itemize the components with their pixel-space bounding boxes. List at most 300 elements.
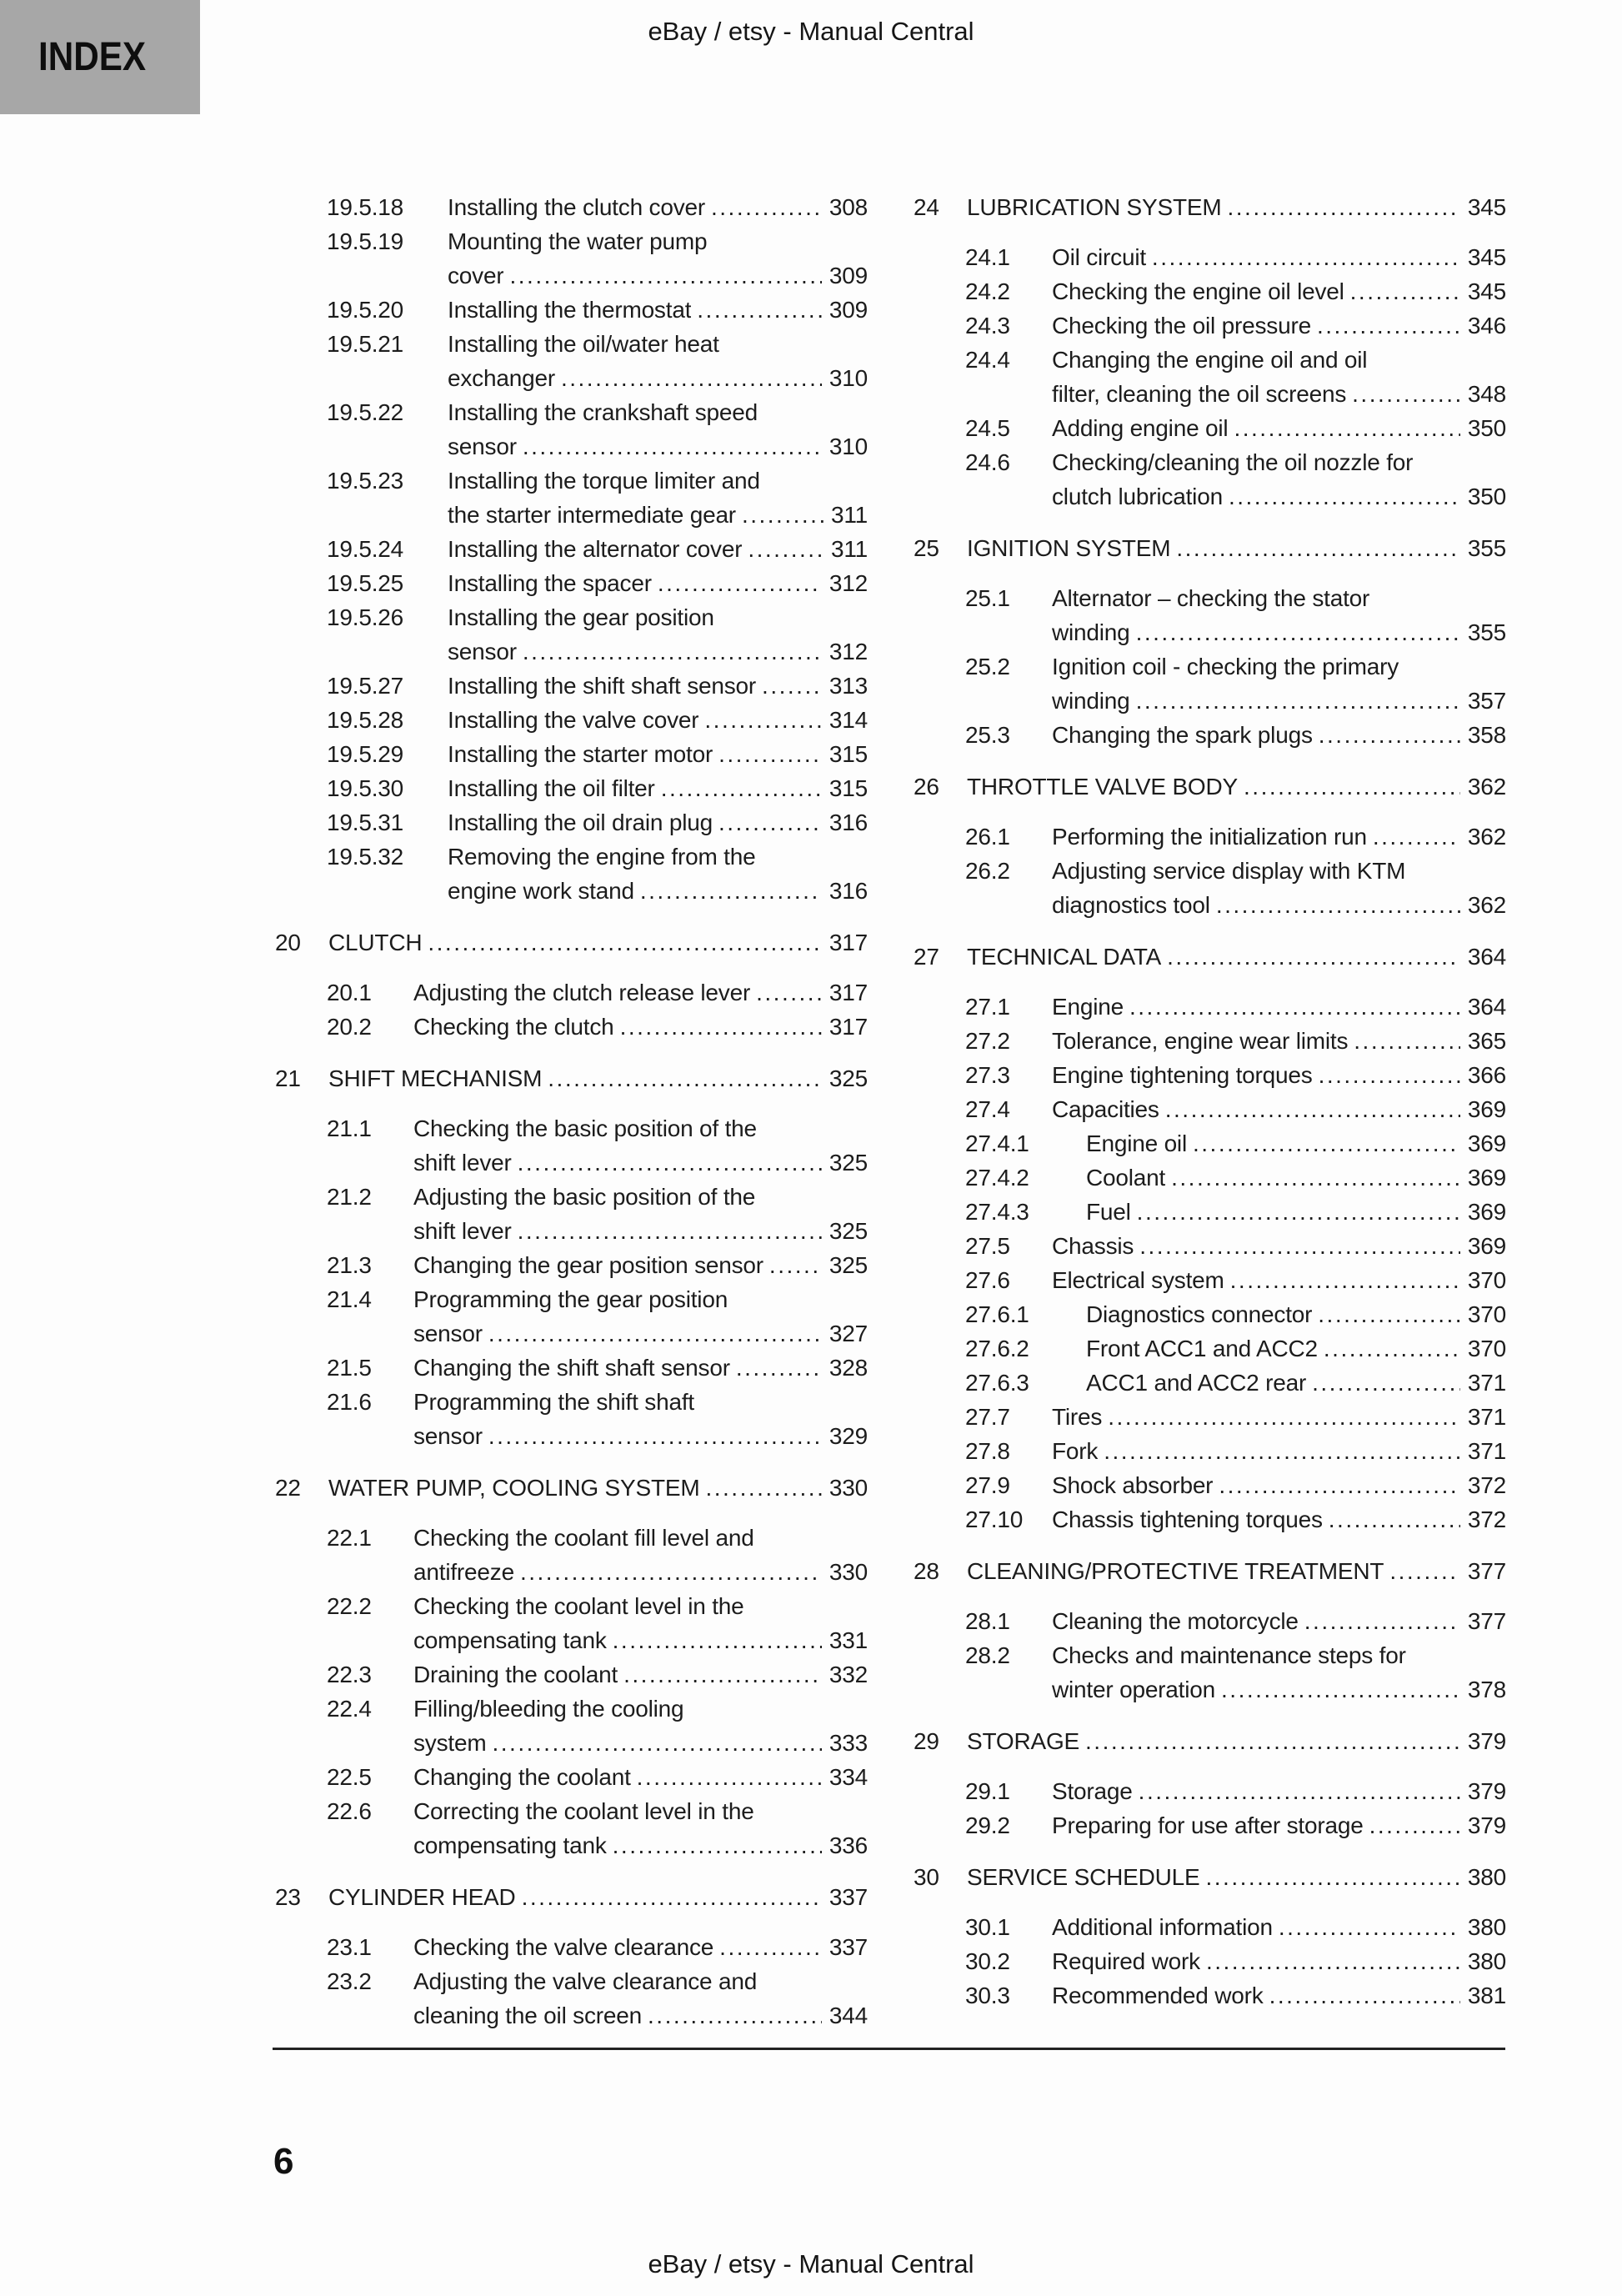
entry-page-number: 378 bbox=[1467, 1677, 1506, 1702]
entry-number: 25.3 bbox=[965, 722, 1010, 748]
entry-number: 21.1 bbox=[327, 1115, 372, 1141]
leader-dots bbox=[1129, 990, 1460, 1024]
toc-entry bbox=[275, 1521, 868, 1589]
entry-page-number: 325 bbox=[829, 1252, 868, 1278]
entry-title: Diagnostics connector bbox=[1086, 1301, 1313, 1327]
entry-number: 27.6 bbox=[965, 1267, 1010, 1293]
entry-number: 28.1 bbox=[965, 1608, 1010, 1634]
toc-column-right bbox=[914, 190, 1506, 2033]
entry-title-line: Installing the torque limiter and bbox=[448, 468, 760, 494]
entry-page-number: 371 bbox=[1467, 1438, 1506, 1464]
entry-title-line: Adjusting the basic position of the bbox=[413, 1184, 756, 1210]
entry-title: Installing the oil drain plug bbox=[448, 810, 713, 835]
entry-last-line bbox=[1052, 1944, 1506, 1978]
entry-last-line bbox=[413, 1726, 868, 1760]
entry-page-number: 344 bbox=[829, 2003, 868, 2028]
entry-last-line bbox=[328, 1471, 868, 1505]
leader-dots bbox=[522, 1880, 822, 1914]
entry-page-number: 316 bbox=[829, 810, 868, 835]
entry-title: Cleaning the motorcycle bbox=[1052, 1608, 1299, 1634]
toc-entry bbox=[914, 445, 1506, 514]
entry-number: 19.5.18 bbox=[327, 194, 404, 220]
entry-last-line bbox=[967, 531, 1506, 565]
entry-number: 27.4.3 bbox=[965, 1199, 1029, 1225]
toc-entry bbox=[914, 1161, 1506, 1195]
entry-page-number: 362 bbox=[1467, 774, 1506, 800]
entry-page-number: 312 bbox=[829, 570, 868, 596]
entry-title: cover bbox=[448, 263, 504, 288]
entry-page-number: 364 bbox=[1467, 994, 1506, 1020]
entry-last-line bbox=[1052, 684, 1506, 718]
entry-title: Installing the clutch cover bbox=[448, 194, 705, 220]
entry-page-number: 337 bbox=[829, 1884, 868, 1910]
entry-body bbox=[1086, 1161, 1506, 1195]
leader-dots bbox=[1167, 940, 1460, 974]
leader-dots bbox=[1104, 1434, 1460, 1468]
entry-page-number: 371 bbox=[1467, 1370, 1506, 1396]
entry-title: TECHNICAL DATA bbox=[967, 944, 1162, 970]
entry-last-line bbox=[1052, 1910, 1506, 1944]
leader-dots bbox=[509, 258, 821, 293]
entry-body bbox=[328, 1880, 868, 1914]
entry-title-line: Installing the crankshaft speed bbox=[448, 399, 758, 425]
entry-page-number: 364 bbox=[1467, 944, 1506, 970]
entry-last-line bbox=[1052, 1468, 1506, 1502]
entry-number: 30.1 bbox=[965, 1914, 1010, 1940]
entry-last-line bbox=[328, 1061, 868, 1095]
entry-body bbox=[1052, 308, 1506, 343]
leader-dots bbox=[1369, 1808, 1460, 1842]
leader-dots bbox=[1354, 1024, 1460, 1058]
entry-body bbox=[413, 1794, 868, 1862]
toc-entry bbox=[914, 190, 1506, 224]
entry-title: Engine bbox=[1052, 994, 1124, 1020]
entry-number: 27.2 bbox=[965, 1028, 1010, 1054]
entry-number: 19.5.29 bbox=[327, 741, 404, 767]
entry-title: Tolerance, engine wear limits bbox=[1052, 1028, 1349, 1054]
entry-last-line bbox=[1052, 1808, 1506, 1842]
leader-dots bbox=[1329, 1502, 1460, 1537]
leader-dots bbox=[1373, 820, 1460, 854]
entry-title: Changing the spark plugs bbox=[1052, 722, 1313, 748]
entry-body bbox=[413, 1760, 868, 1794]
entry-number: 26 bbox=[914, 774, 939, 800]
entry-title: Coolant bbox=[1086, 1165, 1166, 1191]
entry-last-line bbox=[328, 925, 868, 960]
entry-title: Draining the coolant bbox=[413, 1662, 618, 1687]
leader-dots bbox=[640, 874, 822, 908]
entry-number: 20 bbox=[275, 930, 301, 955]
entry-last-line bbox=[1086, 1161, 1506, 1195]
entry-title-line: Checking the coolant level in the bbox=[413, 1593, 744, 1619]
entry-title: shift lever bbox=[413, 1218, 512, 1244]
entry-last-line bbox=[1052, 240, 1506, 274]
entry-title: STORAGE bbox=[967, 1728, 1080, 1754]
toc-entry bbox=[275, 1794, 868, 1862]
entry-body bbox=[1052, 1774, 1506, 1808]
entry-number: 22.3 bbox=[327, 1662, 372, 1687]
entry-number: 25 bbox=[914, 535, 939, 561]
toc-entry bbox=[275, 1111, 868, 1180]
entry-last-line bbox=[413, 1145, 868, 1180]
entry-last-line bbox=[1052, 1774, 1506, 1808]
toc-entry bbox=[914, 990, 1506, 1024]
entry-page-number: 336 bbox=[829, 1832, 868, 1858]
entry-last-line bbox=[448, 258, 868, 293]
entry-number: 29.2 bbox=[965, 1812, 1010, 1838]
leader-dots bbox=[1317, 308, 1460, 343]
leader-dots bbox=[518, 1145, 822, 1180]
entry-title: Preparing for use after storage bbox=[1052, 1812, 1364, 1838]
entry-page-number: 317 bbox=[829, 1014, 868, 1040]
entry-title: CLEANING/PROTECTIVE TREATMENT bbox=[967, 1558, 1384, 1584]
entry-body bbox=[1052, 445, 1506, 514]
entry-page-number: 369 bbox=[1467, 1165, 1506, 1191]
entry-body bbox=[448, 669, 868, 703]
toc-entry bbox=[275, 1010, 868, 1044]
entry-title-line: Installing the oil/water heat bbox=[448, 331, 719, 357]
leader-dots bbox=[704, 703, 821, 737]
entry-body bbox=[448, 703, 868, 737]
entry-page-number: 345 bbox=[1467, 194, 1506, 220]
entry-page-number: 329 bbox=[829, 1423, 868, 1449]
entry-title: Installing the spacer bbox=[448, 570, 652, 596]
entry-number: 27.9 bbox=[965, 1472, 1010, 1498]
entry-body bbox=[413, 1930, 868, 1964]
entry-page-number: 325 bbox=[829, 1150, 868, 1176]
toc-entry bbox=[914, 1263, 1506, 1297]
toc-entry bbox=[914, 940, 1506, 974]
leader-dots bbox=[718, 805, 822, 840]
entry-title-line: Changing the engine oil and oil bbox=[1052, 347, 1368, 373]
entry-title: Electrical system bbox=[1052, 1267, 1224, 1293]
entry-title-line: Checking/cleaning the oil nozzle for bbox=[1052, 449, 1414, 475]
entry-title: Chassis bbox=[1052, 1233, 1134, 1259]
entry-title: CYLINDER HEAD bbox=[328, 1884, 516, 1910]
entry-body bbox=[1052, 1058, 1506, 1092]
leader-dots bbox=[718, 737, 822, 771]
entry-title-line: Ignition coil - checking the primary bbox=[1052, 654, 1399, 679]
toc-entry bbox=[275, 1180, 868, 1248]
toc-entry bbox=[914, 1502, 1506, 1537]
toc-entry bbox=[275, 1692, 868, 1760]
entry-page-number: 358 bbox=[1467, 722, 1506, 748]
leader-dots bbox=[523, 634, 822, 669]
entry-number: 21 bbox=[275, 1065, 301, 1091]
entry-last-line bbox=[967, 190, 1506, 224]
entry-body bbox=[448, 532, 868, 566]
entry-body bbox=[1052, 1944, 1506, 1978]
toc-entry bbox=[914, 1724, 1506, 1758]
toc-entry bbox=[914, 1297, 1506, 1331]
toc-entry bbox=[914, 1058, 1506, 1092]
leader-dots bbox=[1136, 684, 1460, 718]
entry-body bbox=[967, 1724, 1506, 1758]
entry-title-line: Filling/bleeding the cooling bbox=[413, 1696, 684, 1722]
entry-page-number: 350 bbox=[1467, 415, 1506, 441]
entry-number: 22.6 bbox=[327, 1798, 372, 1824]
entry-page-number: 337 bbox=[829, 1934, 868, 1960]
entry-title: Installing the valve cover bbox=[448, 707, 699, 733]
entry-number: 27.6.1 bbox=[965, 1301, 1029, 1327]
leader-dots bbox=[756, 975, 822, 1010]
entry-title: SHIFT MECHANISM bbox=[328, 1065, 543, 1091]
entry-number: 27.3 bbox=[965, 1062, 1010, 1088]
entry-page-number: 370 bbox=[1467, 1301, 1506, 1327]
entry-title: Checking the oil pressure bbox=[1052, 313, 1311, 338]
footer-divider bbox=[273, 2048, 1505, 2050]
entry-last-line bbox=[413, 1760, 868, 1794]
entry-page-number: 362 bbox=[1467, 824, 1506, 850]
leader-dots bbox=[1193, 1126, 1460, 1161]
toc-entry bbox=[914, 531, 1506, 565]
toc-entry bbox=[275, 925, 868, 960]
entry-title: cleaning the oil screen bbox=[413, 2003, 643, 2028]
entry-title: winding bbox=[1052, 688, 1130, 714]
entry-title: Changing the shift shaft sensor bbox=[413, 1355, 730, 1381]
entry-body bbox=[448, 771, 868, 805]
entry-last-line bbox=[448, 361, 868, 395]
entry-page-number: 308 bbox=[829, 194, 868, 220]
entry-body bbox=[1052, 718, 1506, 752]
entry-title: Checking the clutch bbox=[413, 1014, 614, 1040]
toc-entry bbox=[914, 1638, 1506, 1707]
leader-dots bbox=[620, 1010, 822, 1044]
leader-dots bbox=[661, 771, 822, 805]
entry-page-number: 325 bbox=[829, 1065, 868, 1091]
entry-page-number: 372 bbox=[1467, 1472, 1506, 1498]
entry-last-line bbox=[448, 498, 868, 532]
leader-dots bbox=[1234, 411, 1459, 445]
entry-title-line: Adjusting the valve clearance and bbox=[413, 1968, 758, 1994]
leader-dots bbox=[613, 1623, 822, 1657]
entry-body bbox=[1052, 1400, 1506, 1434]
entry-number: 22.4 bbox=[327, 1696, 372, 1722]
entry-page-number: 366 bbox=[1467, 1062, 1506, 1088]
entry-page-number: 316 bbox=[829, 878, 868, 904]
entry-last-line bbox=[448, 703, 868, 737]
entry-title: Fork bbox=[1052, 1438, 1099, 1464]
entry-number: 23.2 bbox=[327, 1968, 372, 1994]
entry-number: 27.1 bbox=[965, 994, 1010, 1020]
entry-title-line: Alternator – checking the stator bbox=[1052, 585, 1370, 611]
entry-title: sensor bbox=[448, 639, 517, 664]
toc-entry bbox=[914, 343, 1506, 411]
toc-entry bbox=[275, 1930, 868, 1964]
entry-last-line bbox=[413, 1930, 868, 1964]
entry-last-line bbox=[413, 1998, 868, 2033]
entry-body bbox=[967, 190, 1506, 224]
entry-body bbox=[448, 840, 868, 908]
entry-page-number: 311 bbox=[830, 536, 868, 562]
entry-title: Capacities bbox=[1052, 1096, 1159, 1122]
leader-dots bbox=[548, 1061, 822, 1095]
entry-last-line bbox=[1052, 411, 1506, 445]
entry-page-number: 370 bbox=[1467, 1267, 1506, 1293]
entry-last-line bbox=[448, 634, 868, 669]
entry-number: 24.1 bbox=[965, 244, 1010, 270]
entry-page-number: 315 bbox=[829, 775, 868, 801]
toc-entry bbox=[914, 1944, 1506, 1978]
entry-title: Changing the gear position sensor bbox=[413, 1252, 763, 1278]
entry-number: 27.7 bbox=[965, 1404, 1010, 1430]
entry-title: Adding engine oil bbox=[1052, 415, 1229, 441]
entry-page-number: 369 bbox=[1467, 1233, 1506, 1259]
entry-body bbox=[448, 327, 868, 395]
entry-last-line bbox=[1052, 1604, 1506, 1638]
entry-page-number: 310 bbox=[829, 434, 868, 459]
entry-body bbox=[967, 1860, 1506, 1894]
leader-dots bbox=[1165, 1092, 1460, 1126]
entry-number: 19.5.19 bbox=[327, 228, 404, 254]
toc-column-left bbox=[275, 190, 868, 2033]
entry-body bbox=[448, 190, 868, 224]
leader-dots bbox=[518, 1214, 822, 1248]
leader-dots bbox=[1137, 1195, 1460, 1229]
entry-title: Oil circuit bbox=[1052, 244, 1146, 270]
toc-entry bbox=[914, 1774, 1506, 1808]
toc-entry bbox=[914, 1978, 1506, 2013]
entry-last-line bbox=[1052, 1024, 1506, 1058]
entry-title-line: Checking the coolant fill level and bbox=[413, 1525, 754, 1551]
entry-page-number: 350 bbox=[1467, 484, 1506, 509]
entry-last-line bbox=[967, 1554, 1506, 1588]
entry-last-line bbox=[1052, 990, 1506, 1024]
entry-page-number: 314 bbox=[829, 707, 868, 733]
toc-entry bbox=[275, 293, 868, 327]
entry-page-number: 369 bbox=[1467, 1199, 1506, 1225]
entry-last-line bbox=[448, 669, 868, 703]
entry-body bbox=[1086, 1126, 1506, 1161]
entry-page-number: 362 bbox=[1467, 892, 1506, 918]
entry-last-line bbox=[413, 1010, 868, 1044]
entry-number: 30 bbox=[914, 1864, 939, 1890]
entry-title: Installing the shift shaft sensor bbox=[448, 673, 757, 699]
leader-dots bbox=[637, 1760, 822, 1794]
entry-number: 27.4.1 bbox=[965, 1130, 1029, 1156]
entry-body bbox=[448, 224, 868, 293]
entry-number: 24.6 bbox=[965, 449, 1010, 475]
entry-page-number: 309 bbox=[829, 297, 868, 323]
toc-entry bbox=[914, 854, 1506, 922]
entry-title: sensor bbox=[413, 1423, 483, 1449]
entry-body bbox=[1052, 343, 1506, 411]
leader-dots bbox=[1319, 718, 1460, 752]
entry-last-line bbox=[413, 1316, 868, 1351]
entry-number: 27.10 bbox=[965, 1506, 1024, 1532]
entry-last-line bbox=[1052, 1229, 1506, 1263]
entry-body bbox=[1052, 1263, 1506, 1297]
toc-entry bbox=[275, 532, 868, 566]
leader-dots bbox=[1389, 1554, 1460, 1588]
entry-number: 27.4 bbox=[965, 1096, 1010, 1122]
entry-body bbox=[1052, 1978, 1506, 2013]
entry-body bbox=[413, 1010, 868, 1044]
toc-entry bbox=[914, 1860, 1506, 1894]
toc-entry bbox=[275, 737, 868, 771]
entry-body bbox=[328, 1471, 868, 1505]
entry-number: 21.2 bbox=[327, 1184, 372, 1210]
entry-last-line bbox=[413, 1351, 868, 1385]
entry-title: Shock absorber bbox=[1052, 1472, 1214, 1498]
entry-title-line: Checks and maintenance steps for bbox=[1052, 1642, 1406, 1668]
entry-number: 23 bbox=[275, 1884, 301, 1910]
toc-entry bbox=[275, 703, 868, 737]
entry-page-number: 372 bbox=[1467, 1506, 1506, 1532]
toc-entry bbox=[275, 1282, 868, 1351]
entry-title: Checking the valve clearance bbox=[413, 1934, 714, 1960]
toc-entry bbox=[914, 1195, 1506, 1229]
entry-page-number: 377 bbox=[1467, 1558, 1506, 1584]
entry-body bbox=[328, 1061, 868, 1095]
leader-dots bbox=[1350, 274, 1460, 308]
entry-body bbox=[1052, 411, 1506, 445]
entry-number: 22.1 bbox=[327, 1525, 372, 1551]
entry-page-number: 332 bbox=[829, 1662, 868, 1687]
toc-entry bbox=[914, 1554, 1506, 1588]
leader-dots bbox=[523, 429, 822, 464]
toc-entry bbox=[275, 566, 868, 600]
entry-body bbox=[1052, 581, 1506, 649]
entry-body bbox=[448, 566, 868, 600]
entry-title: IGNITION SYSTEM bbox=[967, 535, 1171, 561]
leader-dots bbox=[1269, 1978, 1460, 2013]
entry-body bbox=[448, 805, 868, 840]
entry-page-number: 377 bbox=[1467, 1608, 1506, 1634]
entry-body bbox=[1086, 1195, 1506, 1229]
entry-last-line bbox=[413, 1555, 868, 1589]
entry-page-number: 355 bbox=[1467, 619, 1506, 645]
leader-dots bbox=[561, 361, 822, 395]
toc-entry bbox=[914, 1331, 1506, 1366]
leader-dots bbox=[1176, 531, 1460, 565]
entry-body bbox=[1052, 1024, 1506, 1058]
toc-entry bbox=[914, 1910, 1506, 1944]
entry-body bbox=[413, 1248, 868, 1282]
entry-number: 27.6.3 bbox=[965, 1370, 1029, 1396]
leader-dots bbox=[719, 1930, 822, 1964]
entry-last-line bbox=[967, 1724, 1506, 1758]
leader-dots bbox=[1229, 479, 1460, 514]
entry-page-number: 380 bbox=[1467, 1864, 1506, 1890]
entry-number: 27 bbox=[914, 944, 939, 970]
entry-last-line bbox=[1052, 1502, 1506, 1537]
entry-body bbox=[1052, 1092, 1506, 1126]
entry-last-line bbox=[967, 1860, 1506, 1894]
leader-dots bbox=[1318, 1297, 1460, 1331]
entry-title: WATER PUMP, COOLING SYSTEM bbox=[328, 1475, 700, 1501]
entry-number: 21.4 bbox=[327, 1286, 372, 1312]
entry-body bbox=[1052, 1910, 1506, 1944]
entry-number: 22 bbox=[275, 1475, 301, 1501]
entry-number: 27.5 bbox=[965, 1233, 1010, 1259]
toc-entry bbox=[914, 820, 1506, 854]
entry-page-number: 310 bbox=[829, 365, 868, 391]
entry-number: 23.1 bbox=[327, 1934, 372, 1960]
entry-page-number: 371 bbox=[1467, 1404, 1506, 1430]
toc-entry bbox=[275, 1760, 868, 1794]
entry-page-number: 325 bbox=[829, 1218, 868, 1244]
toc-entry bbox=[914, 1434, 1506, 1468]
entry-last-line bbox=[448, 737, 868, 771]
entry-last-line bbox=[1052, 274, 1506, 308]
entry-title-line: Removing the engine from the bbox=[448, 844, 756, 870]
entry-title: Chassis tightening torques bbox=[1052, 1506, 1323, 1532]
entry-title: Required work bbox=[1052, 1948, 1200, 1974]
toc-entry bbox=[914, 240, 1506, 274]
entry-last-line bbox=[413, 1419, 868, 1453]
entry-title: compensating tank bbox=[413, 1627, 607, 1653]
